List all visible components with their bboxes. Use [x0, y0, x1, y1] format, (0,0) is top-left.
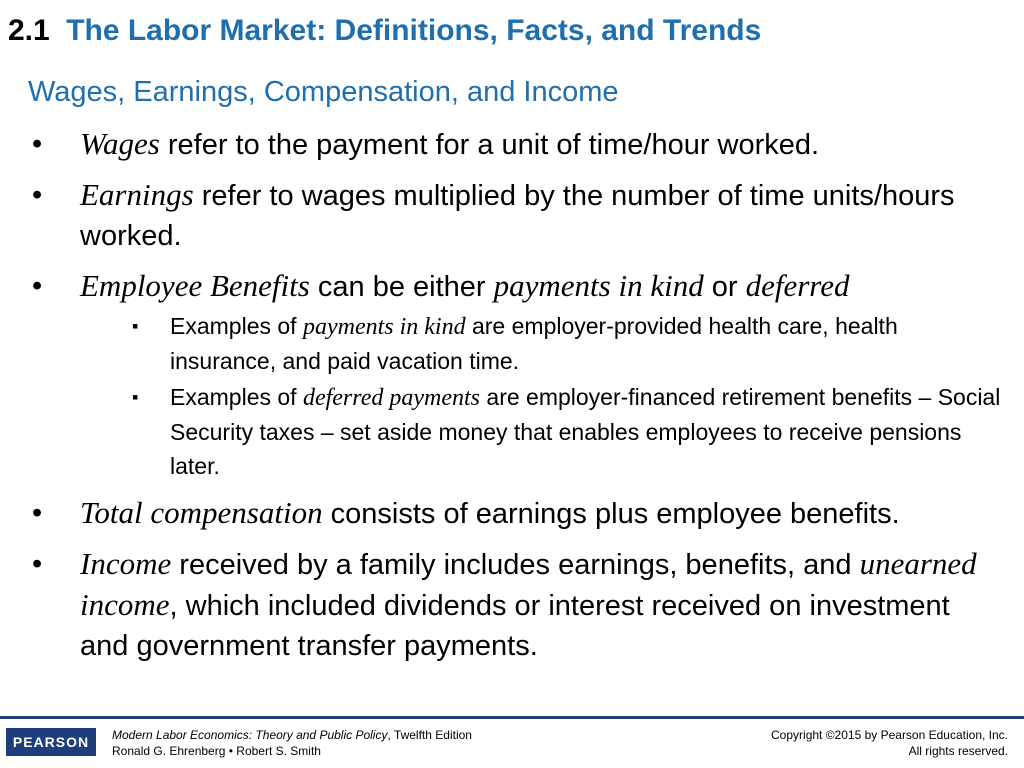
sub-bullet-text: Examples of: [170, 384, 303, 410]
copyright-text: Copyright ©2015 by Pearson Education, Inc.: [771, 728, 1008, 742]
copyright-notice: [771, 727, 1008, 759]
bullet-marker: •: [32, 128, 43, 160]
bullet-marker: •: [32, 497, 43, 529]
bullet-text: refer to the payment for a unit of time/hour worked.: [159, 129, 820, 161]
bullet-text: consists of earnings plus employee benefits.: [322, 498, 900, 530]
bullet-earnings: [28, 175, 1003, 256]
sub-bullet-marker: ▪: [132, 316, 139, 336]
slide-subtitle: Wages, Earnings, Compensation, and Income: [28, 76, 619, 108]
bullet-marker: •: [32, 548, 43, 580]
sub-bullet-marker: ▪: [132, 387, 139, 407]
sub-bullet-deferred-payments: [80, 380, 1003, 483]
slide-header: [8, 14, 761, 58]
sub-bullet-text: are employer-financed retirement benefits – Social Security taxes – set aside money that enables employees to receive pensions later.: [170, 384, 1001, 479]
bullet-employee-benefits: [28, 266, 1003, 483]
bullet-text: can be either: [309, 271, 494, 303]
term-unearned-income: unearned income: [80, 546, 977, 622]
bullet-marker: •: [32, 179, 43, 211]
rights-text: All rights reserved.: [908, 744, 1008, 758]
sub-term: payments in kind: [302, 314, 466, 340]
bullet-list: [28, 124, 1003, 666]
slide-title: The Labor Market: Definitions, Facts, and Trends: [66, 14, 762, 47]
sub-bullet-list: [80, 309, 1003, 483]
term-wages: Wages: [80, 126, 160, 161]
term-deferred: deferred: [745, 268, 850, 303]
book-authors: Ronald G. Ehrenberg • Robert S. Smith: [112, 744, 321, 758]
section-number: 2.1: [8, 14, 50, 47]
footer-divider: [0, 716, 1024, 719]
sub-term: deferred payments: [302, 385, 481, 411]
term-payments-in-kind: payments in kind: [493, 268, 704, 303]
bullet-text: or: [703, 271, 746, 303]
sub-bullet-text: Examples of: [170, 313, 303, 339]
sub-bullet-text: are employer-provided health care, health insurance, and paid vacation time.: [170, 313, 898, 374]
slide-footer: [0, 716, 1024, 768]
term-total-compensation: Total compensation: [80, 495, 323, 530]
pearson-logo: PEARSON: [6, 728, 96, 756]
book-title: Modern Labor Economics: Theory and Public Policy: [112, 728, 388, 742]
bullet-wages: [28, 124, 1003, 165]
bullet-total-compensation: [28, 493, 1003, 534]
book-edition: , Twelfth Edition: [387, 728, 472, 742]
term-employee-benefits: Employee Benefits: [80, 268, 310, 303]
bullet-text: received by a family includes earnings, benefits, and: [171, 549, 860, 581]
bullet-text: , which included dividends or interest received on investment and government transfer payments.: [80, 590, 950, 662]
term-income: Income: [80, 546, 172, 581]
book-citation: [112, 727, 472, 759]
term-earnings: Earnings: [80, 177, 194, 212]
bullet-text: refer to wages multiplied by the number of time units/hours worked.: [80, 180, 955, 252]
sub-bullet-payments-in-kind: [80, 309, 1003, 378]
bullet-marker: •: [32, 270, 43, 302]
bullet-income: [28, 544, 1003, 666]
